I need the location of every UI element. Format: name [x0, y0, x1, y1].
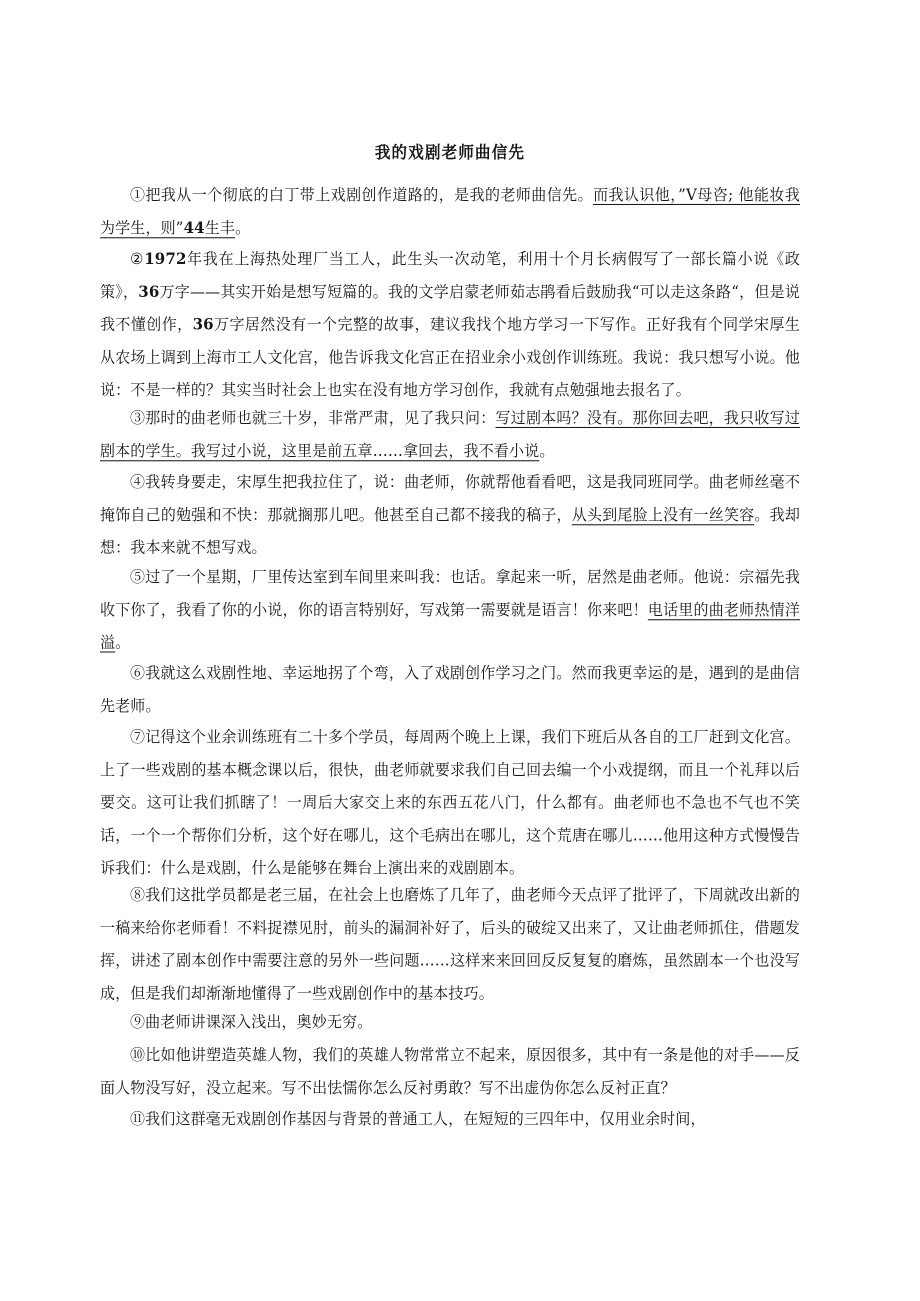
passage-body: [100, 140, 800, 1135]
paragraph-marker: ①: [130, 185, 146, 205]
passage-paragraph: [100, 1039, 800, 1105]
text-segment-plain: 。: [115, 633, 131, 652]
paragraph-marker: ⑧: [130, 885, 146, 905]
text-segment-plain: 万字居然没有一个完整的故事，建议我找个地方学习一下写作。正好我有个同学宋厚生从农场上调到上海市工人文化宫，他告诉我文化宫正在招业余小戏创作训练班。我说：我只想写小说。他说：不是一样的？其实当时社会上也实在没有地方学习创作，我就有点勉强地去报名了。: [100, 315, 800, 400]
text-segment-bold: 1972: [144, 249, 187, 269]
text-segment-plain: 把我从一个彻底的白丁带上戏剧创作道路的，是我的老师曲信先。: [145, 185, 594, 205]
text-segment-plain: 我就这么戏剧性地、幸运地拐了个弯，入了戏剧创作学习之门。然而我更幸运的是，遇到的是曲信先老师。: [100, 662, 800, 715]
passage-paragraph: [100, 721, 800, 885]
passage-paragraph: [100, 466, 800, 564]
passage-paragraph: [100, 657, 800, 723]
passage-paragraph: [100, 243, 800, 407]
text-segment-plain: 比如他讲塑造英雄人物，我们的英雄人物常常立不起来，原因很多，其中有一条是他的对手——反面人物没写好，没立起来。写不出怯懦你怎么反衬勇敢？写不出虚伪你怎么反衬正直？: [100, 1044, 800, 1097]
paragraph-marker: ⑩: [130, 1044, 146, 1064]
paragraph-marker: ③: [130, 407, 146, 427]
text-segment-plain: 。: [539, 440, 555, 460]
text-segment-plain: 那时的曲老师也就三十岁，非常严肃，见了我只问：: [145, 407, 496, 427]
paragraph-marker: ⑤: [130, 567, 146, 587]
text-segment-plain: 记得这个业余训练班有二十多个学员，每周两个晚上上课，我们下班后从各自的工厂赶到文化宫。上了一些戏剧的基本概念课以后，很快，曲老师就要求我们自己回去编一个小戏提纲，而且一个礼拜以后要交。这可让我们抓瞎了！一周后大家交上来的东西五花八门，什么都有。曲老师也不急也不气也不笑话，一个一个帮你们分析，这个好在哪儿，这个毛病出在哪儿，这个荒唐在哪儿……他用这种方式慢慢告诉我们：什么是戏剧，什么是能够在舞台上演出来的戏剧剧本。: [100, 726, 800, 877]
passage-paragraph: [100, 561, 800, 659]
text-segment-plain: 年我在上海热处理厂当工人，此生头一次动笔，利用十个月长病假写了一部长篇小说《政策》，: [100, 249, 800, 301]
text-segment-underline: 生丰: [204, 218, 236, 237]
text-segment-plain: 过了一个星期，厂里传达室到车间里来叫我：也话。拿起来一听，居然是曲老师。他说：宗福先我收下你了，我看了你的小说，你的语言特别好，写戏第一需要就是语言！你来吧！: [100, 567, 800, 619]
paragraph-marker: ②: [130, 249, 145, 269]
paragraph-marker: ⑨: [130, 1012, 146, 1032]
text-segment-underline: 而我认识他，”V母咨; 他能妆我为学生，则”: [100, 185, 800, 237]
text-segment-plain: 。: [235, 218, 251, 237]
text-segment-underline: 从头到尾脸上没有一丝笑容: [571, 504, 755, 524]
passage-paragraph: [100, 879, 800, 1010]
paragraph-marker: ④: [130, 471, 146, 491]
paragraph-marker: ⑥: [130, 662, 146, 682]
passage-paragraph: [100, 1006, 800, 1039]
passage-paragraph: [100, 402, 800, 468]
text-segment-plain: 我们这批学员都是老三届，在社会上也磨炼了几年了，曲老师今天点评了批评了，下周就改出新的一稿来给你老师看！不料捉襟见肘，前头的漏洞补好了，后头的破绽又出来了，又让曲老师抓住，借题发挥，讲述了剧本创作中需要注意的另外一些问题……这样来来回回反反复复的磨炼，虽然剧本一个也没写成，但是我们却渐渐地懂得了一些戏剧创作中的基本技巧。: [100, 885, 800, 1003]
paragraph-marker: ⑪: [130, 1108, 146, 1128]
text-segment-plain: 曲老师讲课深入浅出，奥妙无穷。: [145, 1012, 373, 1032]
text-segment-bold: 36: [192, 315, 214, 334]
passage-paragraph: [100, 179, 800, 245]
text-segment-underline-bold: 44: [183, 218, 205, 237]
paragraph-marker: ⑦: [130, 726, 146, 746]
text-segment-underline: 写过剧本吗？没有。那你回去吧，我只收写过剧本的学生。我写过小说，这里是前五章……拿回去，我不看小说: [100, 407, 800, 460]
text-segment-bold: 36: [138, 282, 160, 301]
paragraph-container: [100, 179, 800, 1134]
text-segment-plain: 我转身要走，宋厚生把我拉住了，说：曲老师，你就帮他看看吧，这是我同班同学。曲老师丝毫不掩饰自己的勉强和不快：那就搁那儿吧。他甚至自己都不接我的稿子，: [100, 471, 800, 524]
text-segment-plain: 我们这群毫无戏剧创作基因与背景的普通工人，在短短的三四年中，仅用业余时间，: [145, 1108, 706, 1128]
page-title: 我的戏剧老师曲信先: [374, 142, 526, 163]
passage-paragraph: [100, 1103, 800, 1136]
text-segment-plain: 。我却想：我本来就不想写戏。: [100, 504, 800, 557]
text-segment-underline: 电话里的曲老师热情洋溢: [100, 600, 800, 652]
text-segment-plain: 万字——其实开始是想写短篇的。我的文学启蒙老师茹志鹃看后鼓励我“可以走这条路“，但是说我不懂创作，: [100, 282, 801, 334]
